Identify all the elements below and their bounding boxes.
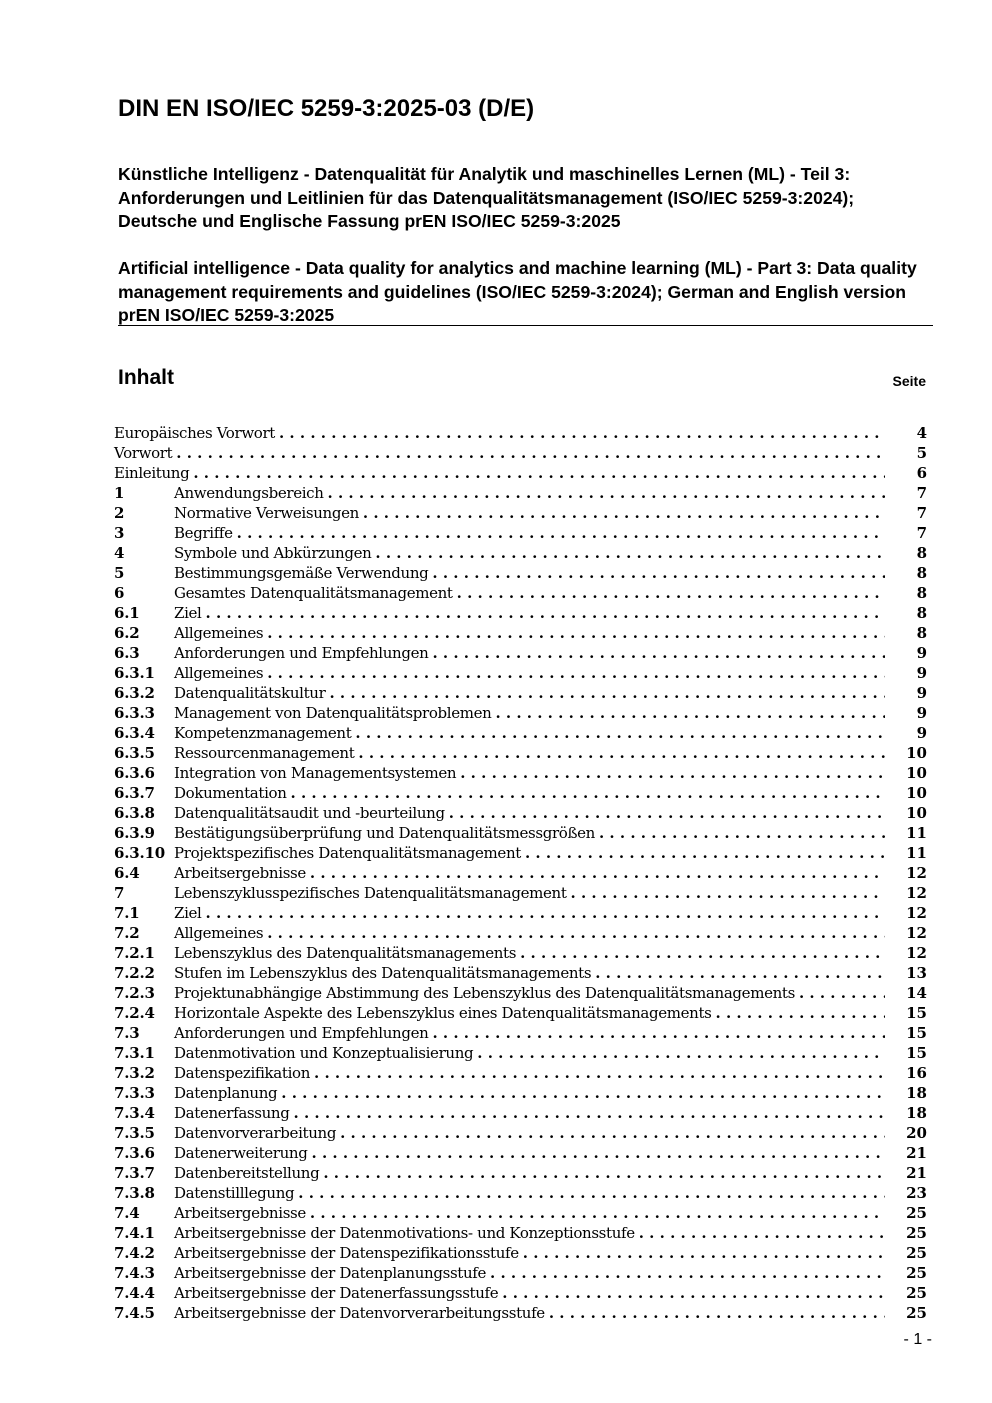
toc-entry-number: 7.3.4 bbox=[114, 1104, 155, 1122]
toc-entry-title: Arbeitsergebnisse der Datenvorverarbeitungsstufe bbox=[174, 1304, 545, 1322]
toc-entry-page: 9 bbox=[916, 724, 927, 742]
toc-entry-page: 9 bbox=[916, 664, 927, 682]
toc-entry-page: 16 bbox=[906, 1064, 927, 1082]
toc-dot-leader bbox=[490, 1263, 885, 1283]
toc-entry-page: 6 bbox=[916, 464, 927, 482]
toc-entry-title: Projektunabhängige Abstimmung des Lebenszyklus des Datenqualitätsmanagements bbox=[174, 984, 795, 1002]
toc-dot-leader bbox=[206, 603, 886, 623]
toc-dot-leader bbox=[363, 503, 885, 523]
toc-entry-page: 25 bbox=[906, 1304, 927, 1322]
toc-entry[interactable] bbox=[114, 823, 927, 843]
toc-entry-number: 2 bbox=[114, 504, 125, 522]
toc-entry-page: 23 bbox=[906, 1184, 927, 1202]
toc-entry[interactable] bbox=[114, 863, 927, 883]
toc-dot-leader bbox=[267, 663, 885, 683]
toc-entry-title: Integration von Managementsystemen bbox=[174, 764, 457, 782]
toc-entry[interactable] bbox=[114, 923, 927, 943]
toc-entry-number: 7.3.6 bbox=[114, 1144, 155, 1162]
toc-entry[interactable] bbox=[114, 703, 927, 723]
toc-dot-leader bbox=[432, 643, 885, 663]
toc-entry-title: Datenmotivation und Konzeptualisierung bbox=[174, 1044, 474, 1062]
toc-entry-number: 7.3.7 bbox=[114, 1164, 155, 1182]
toc-entry-number: 7 bbox=[114, 884, 125, 902]
toc-entry-page: 14 bbox=[906, 984, 927, 1002]
toc-entry-number: 6.3.2 bbox=[114, 684, 155, 702]
toc-entry-number: 7.4.5 bbox=[114, 1304, 155, 1322]
toc-dot-leader bbox=[502, 1283, 885, 1303]
toc-entry-title: Normative Verweisungen bbox=[174, 504, 359, 522]
toc-dot-leader bbox=[449, 803, 885, 823]
toc-entry-page: 25 bbox=[906, 1244, 927, 1262]
toc-entry[interactable] bbox=[114, 1003, 927, 1023]
toc-entry-page: 10 bbox=[906, 804, 927, 822]
toc-dot-leader bbox=[358, 743, 885, 763]
toc-entry-page: 25 bbox=[906, 1284, 927, 1302]
toc-dot-leader bbox=[267, 923, 885, 943]
toc-entry-title: Anwendungsbereich bbox=[174, 484, 324, 502]
toc-entry[interactable] bbox=[114, 623, 927, 643]
toc-entry[interactable] bbox=[114, 1063, 927, 1083]
toc-entry-title: Vorwort bbox=[114, 444, 173, 462]
toc-entry[interactable] bbox=[114, 1163, 927, 1183]
toc-dot-leader bbox=[716, 1003, 885, 1023]
toc-dot-leader bbox=[206, 903, 886, 923]
toc-entry-title: Datenspezifikation bbox=[174, 1064, 311, 1082]
toc-dot-leader bbox=[323, 1163, 885, 1183]
toc-entry[interactable] bbox=[114, 1083, 927, 1103]
toc-entry-page: 18 bbox=[906, 1084, 927, 1102]
toc-entry-number: 7.2.4 bbox=[114, 1004, 155, 1022]
toc-entry-number: 6.3.3 bbox=[114, 704, 155, 722]
toc-entry-number: 6.3.1 bbox=[114, 664, 155, 682]
toc-entry-page: 12 bbox=[906, 904, 927, 922]
toc-entry-title: Datenvorverarbeitung bbox=[174, 1124, 337, 1142]
toc-entry-title: Arbeitsergebnisse bbox=[174, 864, 306, 882]
toc-page-column-label: Seite bbox=[892, 373, 926, 389]
toc-entry[interactable] bbox=[114, 603, 927, 623]
toc-entry-title: Datenbereitstellung bbox=[174, 1164, 320, 1182]
toc-entry-number: 6.3.5 bbox=[114, 744, 155, 762]
toc-entry[interactable] bbox=[114, 883, 927, 903]
toc-entry-title: Allgemeines bbox=[174, 624, 264, 642]
toc-entry-number: 6.3.6 bbox=[114, 764, 155, 782]
toc-entry-page: 9 bbox=[916, 684, 927, 702]
toc-entry-number: 6.4 bbox=[114, 864, 140, 882]
toc-entry-title: Ziel bbox=[174, 604, 202, 622]
toc-entry-page: 12 bbox=[906, 944, 927, 962]
toc-dot-leader bbox=[595, 963, 885, 983]
toc-entry-page: 21 bbox=[906, 1144, 927, 1162]
toc-dot-leader bbox=[340, 1123, 885, 1143]
toc-entry-page: 9 bbox=[916, 704, 927, 722]
toc-entry[interactable] bbox=[114, 723, 927, 743]
toc-dot-leader bbox=[310, 863, 885, 883]
toc-entry-page: 12 bbox=[906, 924, 927, 942]
toc-entry-page: 13 bbox=[906, 964, 927, 982]
toc-dot-leader bbox=[599, 823, 885, 843]
toc-entry-page: 10 bbox=[906, 784, 927, 802]
toc-dot-leader bbox=[312, 1143, 886, 1163]
toc-entry-number: 7.3 bbox=[114, 1024, 140, 1042]
toc-entry-number: 7.1 bbox=[114, 904, 140, 922]
toc-entry-page: 25 bbox=[906, 1224, 927, 1242]
toc-dot-leader bbox=[639, 1223, 885, 1243]
toc-entry-page: 5 bbox=[916, 444, 927, 462]
toc-dot-leader bbox=[495, 703, 885, 723]
toc-dot-leader bbox=[298, 1183, 885, 1203]
toc-entry-number: 7.3.8 bbox=[114, 1184, 155, 1202]
toc-entry[interactable] bbox=[114, 1263, 927, 1283]
toc-entry-number: 7.3.3 bbox=[114, 1084, 155, 1102]
toc-entry[interactable] bbox=[114, 1183, 927, 1203]
toc-entry-title: Bestimmungsgemäße Verwendung bbox=[174, 564, 429, 582]
toc-entry-page: 11 bbox=[906, 824, 927, 842]
toc-entry-title: Symbole und Abkürzungen bbox=[174, 544, 372, 562]
toc-entry[interactable] bbox=[114, 523, 927, 543]
toc-entry[interactable] bbox=[114, 783, 927, 803]
toc-entry-title: Horizontale Aspekte des Lebenszyklus eines Datenqualitätsmanagements bbox=[174, 1004, 712, 1022]
toc-entry-page: 7 bbox=[916, 504, 927, 522]
toc-dot-leader bbox=[477, 1043, 885, 1063]
toc-entry-number: 6.3.10 bbox=[114, 844, 165, 862]
toc-entry-title: Datenqualitätsaudit und -beurteilung bbox=[174, 804, 445, 822]
toc-entry-title: Datenstilllegung bbox=[174, 1184, 295, 1202]
subtitle-german: Künstliche Intelligenz - Datenqualität für Analytik und maschinelles Lernen (ML) - Teil 3: Anforderungen und Leitlinien für das Datenqualitätsmanagement (ISO/IEC 5259-3:2024); Deutsche und Englische Fassung prEN ISO/IEC 5259-3:2025 bbox=[118, 164, 855, 231]
toc-entry-number: 7.4.3 bbox=[114, 1264, 155, 1282]
toc-dot-leader bbox=[314, 1063, 885, 1083]
toc-entry-title: Ziel bbox=[174, 904, 202, 922]
page-number: - 1 - bbox=[903, 1331, 932, 1348]
toc-entry-number: 7.4 bbox=[114, 1204, 140, 1222]
toc-entry[interactable] bbox=[114, 1283, 927, 1303]
toc-entry-page: 8 bbox=[916, 564, 927, 582]
toc-entry-number: 6.3.8 bbox=[114, 804, 155, 822]
toc-entry-title: Projektspezifisches Datenqualitätsmanagement bbox=[174, 844, 521, 862]
toc-entry[interactable] bbox=[114, 663, 927, 683]
toc-entry-page: 20 bbox=[906, 1124, 927, 1142]
toc-entry-title: Lebenszyklus des Datenqualitätsmanagements bbox=[174, 944, 517, 962]
toc-entry[interactable] bbox=[114, 803, 927, 823]
toc-heading: Inhalt bbox=[118, 366, 174, 389]
toc-entry-page: 25 bbox=[906, 1204, 927, 1222]
table-of-contents bbox=[114, 423, 927, 1323]
toc-entry-number: 3 bbox=[114, 524, 125, 542]
toc-dot-leader bbox=[294, 1103, 886, 1123]
toc-entry-title: Anforderungen und Empfehlungen bbox=[174, 1024, 429, 1042]
toc-entry-number: 4 bbox=[114, 544, 125, 562]
toc-entry-title: Arbeitsergebnisse der Datenmotivations- und Konzeptionsstufe bbox=[174, 1224, 635, 1242]
toc-dot-leader bbox=[525, 843, 885, 863]
toc-dot-leader bbox=[520, 943, 885, 963]
toc-entry[interactable] bbox=[114, 423, 927, 443]
toc-entry[interactable] bbox=[114, 643, 927, 663]
toc-entry-title: Europäisches Vorwort bbox=[114, 424, 275, 442]
toc-entry-number: 6.3.7 bbox=[114, 784, 155, 802]
toc-entry[interactable] bbox=[114, 543, 927, 563]
toc-entry-title: Datenqualitätskultur bbox=[174, 684, 326, 702]
toc-dot-leader bbox=[328, 483, 885, 503]
toc-entry[interactable] bbox=[114, 1023, 927, 1043]
toc-entry-title: Arbeitsergebnisse der Datenspezifikationsstufe bbox=[174, 1244, 519, 1262]
toc-entry-page: 11 bbox=[906, 844, 927, 862]
toc-entry-number: 7.4.2 bbox=[114, 1244, 155, 1262]
toc-dot-leader bbox=[432, 563, 885, 583]
toc-entry[interactable] bbox=[114, 443, 927, 463]
toc-dot-leader bbox=[176, 443, 885, 463]
toc-entry-title: Ressourcenmanagement bbox=[174, 744, 355, 762]
toc-entry-page: 21 bbox=[906, 1164, 927, 1182]
toc-dot-leader bbox=[460, 763, 885, 783]
toc-entry[interactable] bbox=[114, 503, 927, 523]
title-divider bbox=[118, 325, 933, 326]
toc-entry-title: Arbeitsergebnisse der Datenerfassungsstufe bbox=[174, 1284, 499, 1302]
toc-entry-number: 7.2.1 bbox=[114, 944, 155, 962]
toc-entry-number: 7.2.2 bbox=[114, 964, 155, 982]
toc-dot-leader bbox=[355, 723, 885, 743]
toc-entry[interactable] bbox=[114, 563, 927, 583]
toc-entry[interactable] bbox=[114, 843, 927, 863]
toc-entry[interactable] bbox=[114, 583, 927, 603]
toc-dot-leader bbox=[237, 523, 885, 543]
toc-entry-title: Lebenszyklusspezifisches Datenqualitätsmanagement bbox=[174, 884, 567, 902]
toc-entry-page: 15 bbox=[906, 1004, 927, 1022]
toc-entry-page: 10 bbox=[906, 744, 927, 762]
toc-entry-title: Management von Datenqualitätsproblemen bbox=[174, 704, 492, 722]
toc-entry-page: 7 bbox=[916, 484, 927, 502]
toc-dot-leader bbox=[523, 1243, 885, 1263]
toc-entry-page: 8 bbox=[916, 604, 927, 622]
toc-dot-leader bbox=[310, 1203, 885, 1223]
toc-dot-leader bbox=[432, 1023, 885, 1043]
toc-entry[interactable] bbox=[114, 463, 927, 483]
toc-entry[interactable] bbox=[114, 743, 927, 763]
toc-entry-number: 6.3 bbox=[114, 644, 140, 662]
toc-dot-leader bbox=[457, 583, 885, 603]
toc-entry-title: Bestätigungsüberprüfung und Datenqualitätsmessgrößen bbox=[174, 824, 595, 842]
toc-entry[interactable] bbox=[114, 943, 927, 963]
toc-entry-page: 9 bbox=[916, 644, 927, 662]
toc-dot-leader bbox=[279, 423, 885, 443]
toc-entry[interactable] bbox=[114, 763, 927, 783]
toc-entry-title: Datenerfassung bbox=[174, 1104, 290, 1122]
toc-dot-leader bbox=[329, 683, 885, 703]
toc-entry-number: 7.2.3 bbox=[114, 984, 155, 1002]
toc-entry-title: Einleitung bbox=[114, 464, 190, 482]
toc-entry-number: 7.4.4 bbox=[114, 1284, 155, 1302]
toc-entry-number: 6.3.4 bbox=[114, 724, 155, 742]
toc-entry-page: 4 bbox=[916, 424, 927, 442]
toc-entry[interactable] bbox=[114, 683, 927, 703]
toc-entry[interactable] bbox=[114, 1043, 927, 1063]
toc-entry-title: Allgemeines bbox=[174, 924, 264, 942]
toc-entry-title: Datenplanung bbox=[174, 1084, 278, 1102]
toc-dot-leader bbox=[375, 543, 885, 563]
toc-entry-page: 8 bbox=[916, 584, 927, 602]
toc-entry-page: 8 bbox=[916, 624, 927, 642]
toc-entry-title: Begriffe bbox=[174, 524, 233, 542]
toc-entry[interactable] bbox=[114, 963, 927, 983]
toc-entry[interactable] bbox=[114, 1143, 927, 1163]
toc-entry[interactable] bbox=[114, 903, 927, 923]
toc-dot-leader bbox=[193, 463, 885, 483]
toc-dot-leader bbox=[291, 783, 885, 803]
subtitle-english: Artificial intelligence - Data quality for analytics and machine learning (ML) - Part 3: Data quality management requirements and guidelines (ISO/IEC 5259-3:2024); German and English version prEN ISO/IEC 5259-3:2025 bbox=[118, 258, 917, 325]
toc-entry-page: 12 bbox=[906, 864, 927, 882]
toc-dot-leader bbox=[549, 1303, 885, 1323]
toc-entry-number: 7.4.1 bbox=[114, 1224, 155, 1242]
toc-entry-title: Arbeitsergebnisse bbox=[174, 1204, 306, 1222]
toc-entry-number: 6.1 bbox=[114, 604, 140, 622]
toc-entry-number: 6 bbox=[114, 584, 125, 602]
toc-entry-number: 7.3.2 bbox=[114, 1064, 155, 1082]
toc-entry-number: 7.3.1 bbox=[114, 1044, 155, 1062]
toc-entry[interactable] bbox=[114, 1223, 927, 1243]
toc-entry-page: 12 bbox=[906, 884, 927, 902]
toc-dot-leader bbox=[281, 1083, 885, 1103]
toc-entry-title: Datenerweiterung bbox=[174, 1144, 308, 1162]
document-title: DIN EN ISO/IEC 5259-3:2025-03 (D/E) bbox=[118, 95, 535, 122]
toc-entry-number: 6.3.9 bbox=[114, 824, 155, 842]
toc-entry-number: 5 bbox=[114, 564, 125, 582]
toc-entry[interactable] bbox=[114, 1303, 927, 1323]
toc-entry-title: Kompetenzmanagement bbox=[174, 724, 352, 742]
toc-entry-title: Arbeitsergebnisse der Datenplanungsstufe bbox=[174, 1264, 487, 1282]
toc-dot-leader bbox=[267, 623, 885, 643]
toc-entry-page: 8 bbox=[916, 544, 927, 562]
toc-entry-page: 7 bbox=[916, 524, 927, 542]
toc-entry-title: Anforderungen und Empfehlungen bbox=[174, 644, 429, 662]
toc-entry-number: 1 bbox=[114, 484, 125, 502]
toc-dot-leader bbox=[799, 983, 885, 1003]
toc-entry-number: 7.3.5 bbox=[114, 1124, 155, 1142]
toc-entry-number: 7.2 bbox=[114, 924, 140, 942]
toc-entry-page: 18 bbox=[906, 1104, 927, 1122]
toc-dot-leader bbox=[571, 883, 885, 903]
toc-entry-page: 15 bbox=[906, 1024, 927, 1042]
toc-entry-page: 25 bbox=[906, 1264, 927, 1282]
toc-entry[interactable] bbox=[114, 483, 927, 503]
toc-entry-number: 6.2 bbox=[114, 624, 140, 642]
toc-entry-page: 10 bbox=[906, 764, 927, 782]
toc-entry-title: Dokumentation bbox=[174, 784, 287, 802]
toc-entry-title: Gesamtes Datenqualitätsmanagement bbox=[174, 584, 453, 602]
toc-entry[interactable] bbox=[114, 1123, 927, 1143]
toc-entry[interactable] bbox=[114, 983, 927, 1003]
toc-entry[interactable] bbox=[114, 1203, 927, 1223]
toc-entry-title: Stufen im Lebenszyklus des Datenqualitätsmanagements bbox=[174, 964, 592, 982]
toc-entry[interactable] bbox=[114, 1243, 927, 1263]
toc-entry-title: Allgemeines bbox=[174, 664, 264, 682]
toc-entry-page: 15 bbox=[906, 1044, 927, 1062]
toc-entry[interactable] bbox=[114, 1103, 927, 1123]
